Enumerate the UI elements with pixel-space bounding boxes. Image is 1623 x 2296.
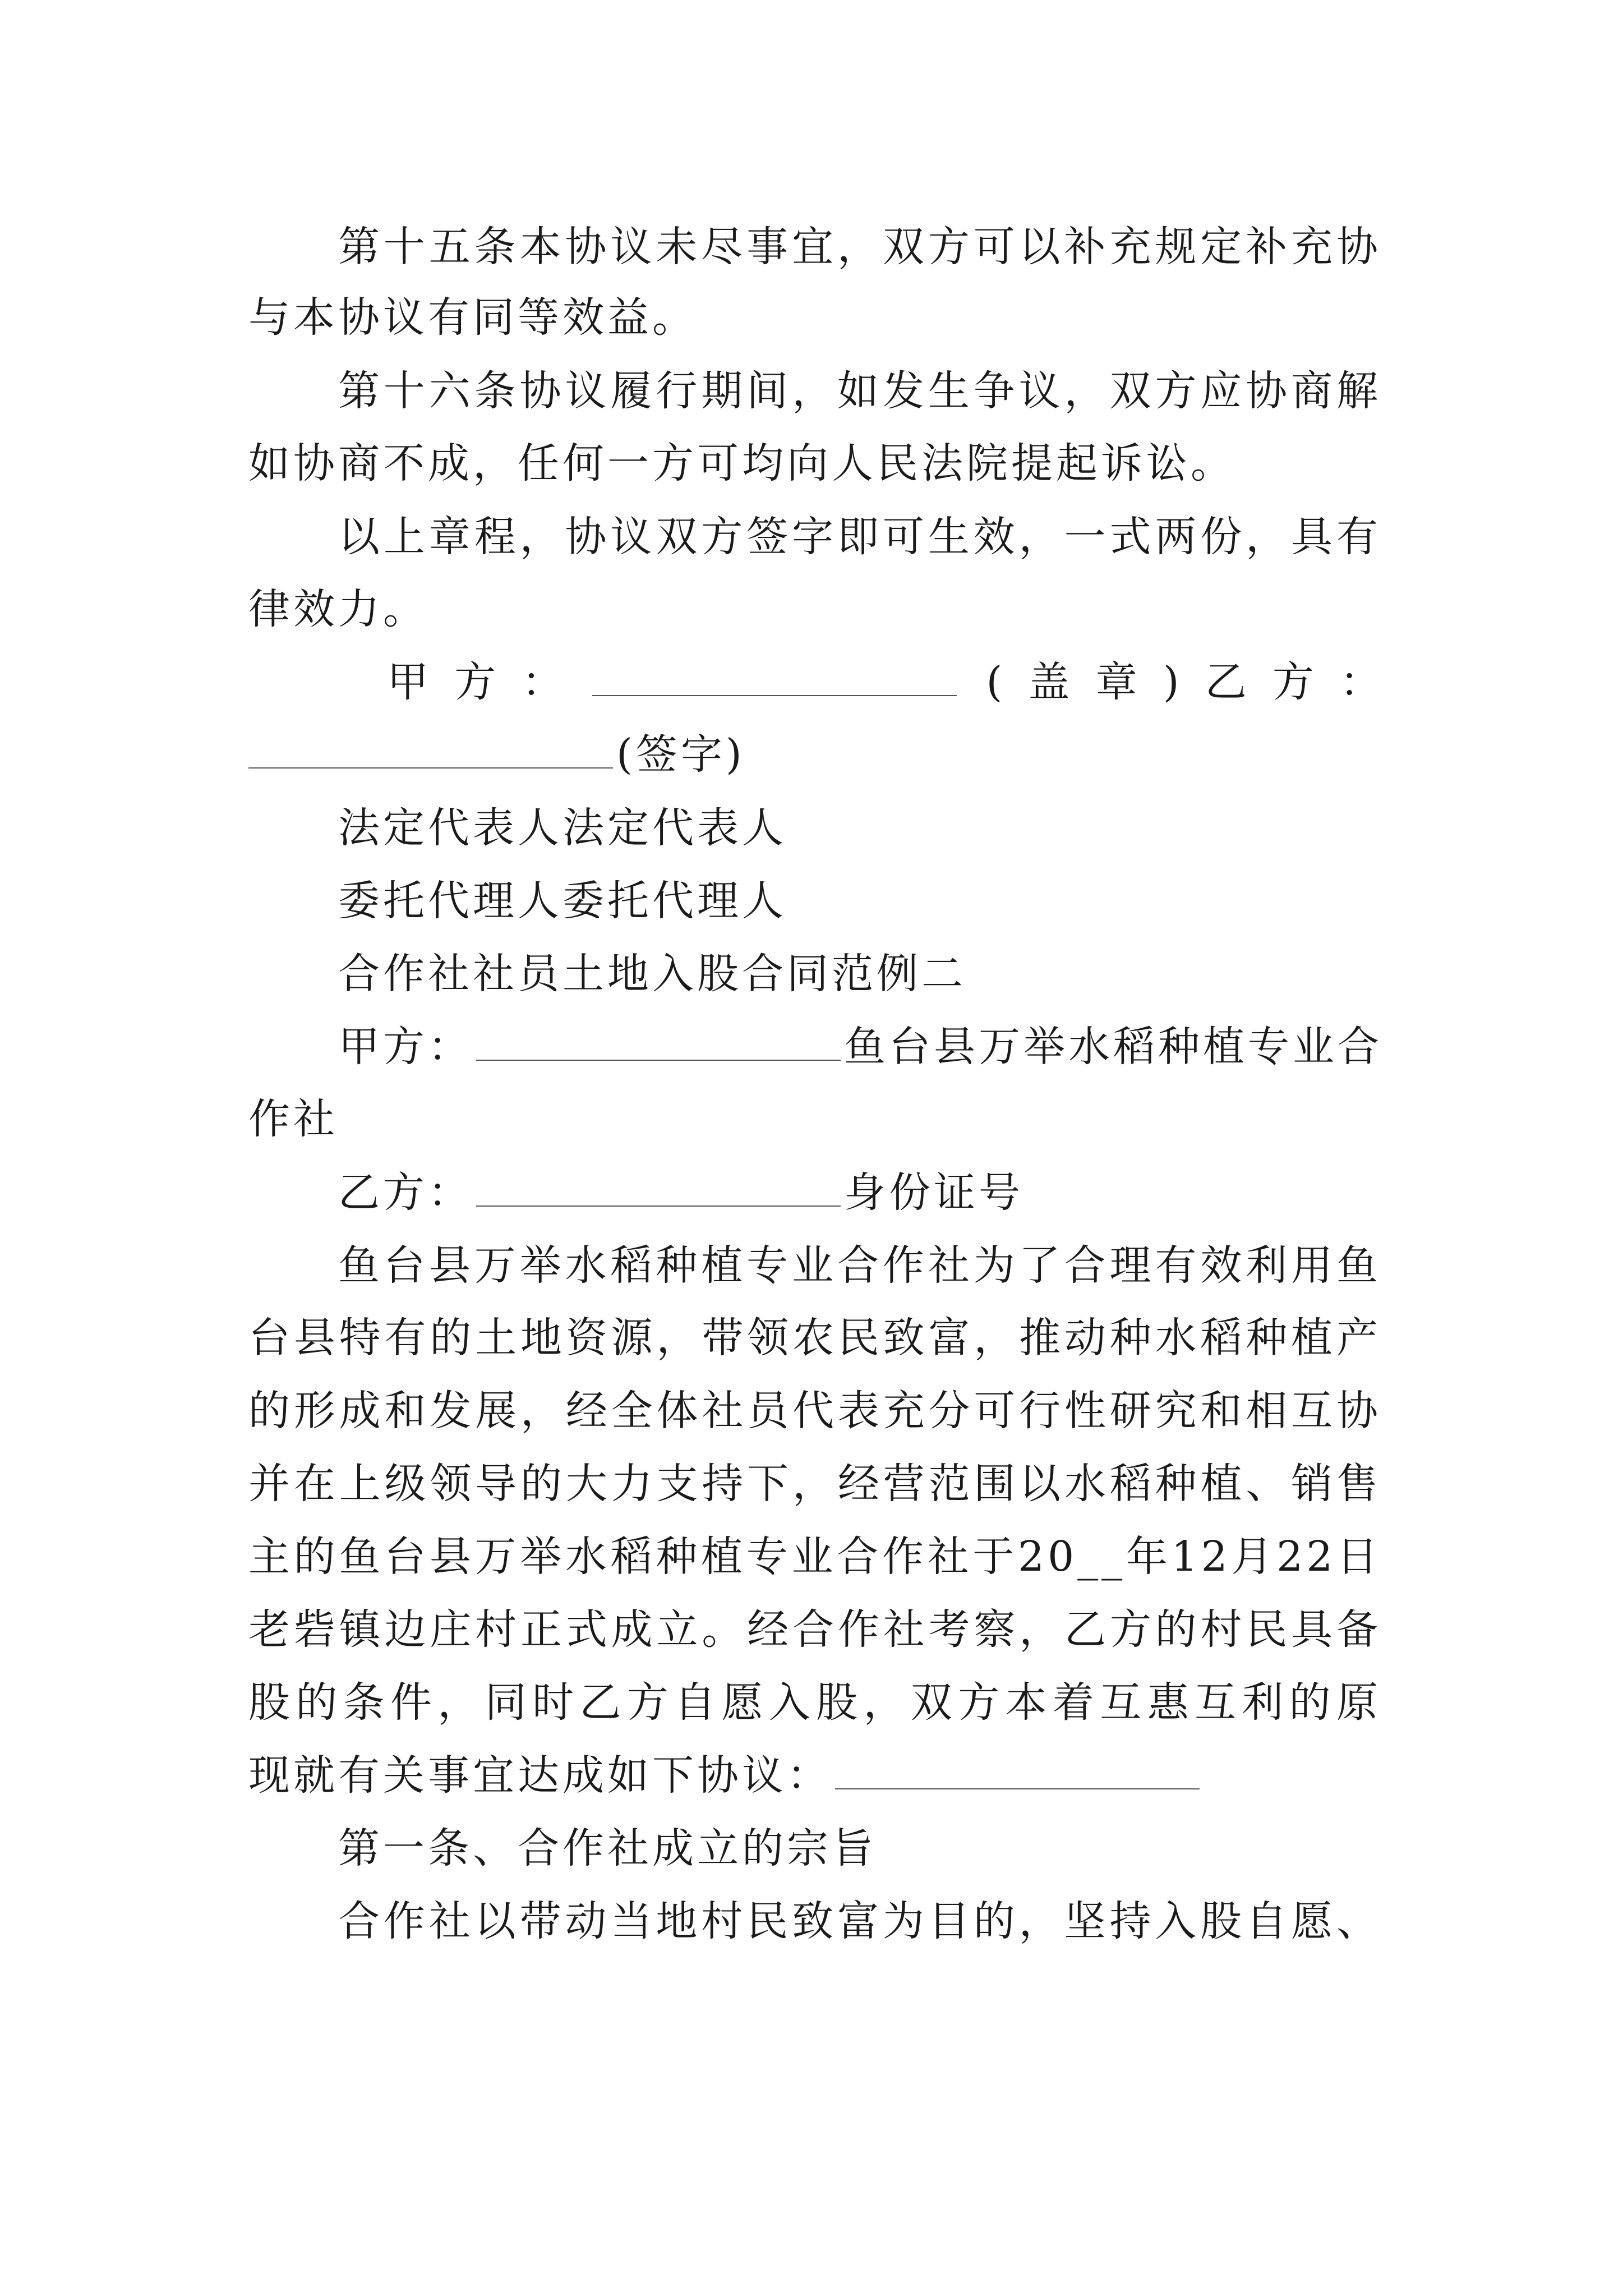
- paragraph-line: 以上章程，协议双方签字即可生效，一式两份，具有: [338, 513, 1381, 561]
- party-b-label: 乙方：: [338, 1168, 473, 1217]
- paragraph-line: 法定代表人法定代表人: [338, 804, 787, 852]
- article-heading: 第一条、合作社成立的宗旨: [338, 1824, 877, 1872]
- agreement-intro: 现就有关事宜达成如下协议：: [248, 1751, 832, 1800]
- paragraph-line: 如协商不成，任何一方可均向人民法院提起诉讼。: [248, 439, 1235, 487]
- paragraph-line: 鱼台县万举水稻种植专业合作社为了合理有效利用鱼: [338, 1241, 1381, 1290]
- party-b-line: [338, 1166, 1381, 1220]
- signature-blank: [248, 728, 613, 769]
- sig-char: ): [1163, 658, 1179, 706]
- sig-char: 方: [454, 658, 496, 706]
- section-title: 合作社社员土地入股合同范例二: [338, 950, 966, 998]
- signature-row: [387, 655, 1381, 709]
- paragraph-line: 台县特有的土地资源，带领农民致富，推动种水稻种植产: [248, 1314, 1381, 1362]
- signature-line-b: [248, 728, 1381, 781]
- sig-char: ：: [522, 658, 564, 706]
- sig-char: 乙: [1205, 658, 1247, 706]
- paragraph-line: 第十六条协议履行期间，如发生争议，双方应协商解: [338, 367, 1381, 415]
- paragraph-line: 的形成和发展，经全体社员代表充分可行性研究和相互协: [248, 1387, 1381, 1435]
- paragraph-line: [248, 1749, 1381, 1802]
- agreement-blank: [835, 1749, 1200, 1789]
- paragraph-line: 第十五条本协议未尽事宜，双方可以补充规定补充协: [338, 223, 1381, 271]
- id-number-label: 身份证号: [844, 1168, 1023, 1217]
- paragraph-line: 主的鱼台县万举水稻种植专业合作社于20__年12月22日: [248, 1533, 1381, 1581]
- paragraph-line: 律效力。: [248, 585, 428, 633]
- sig-char: (: [986, 658, 1003, 706]
- sig-char: 甲: [387, 658, 428, 706]
- party-a-label: 甲方：: [338, 1023, 473, 1071]
- party-a-line: [338, 1020, 1381, 1074]
- sig-char: ：: [1340, 658, 1381, 706]
- paragraph-line: 作社: [248, 1095, 338, 1143]
- party-a-name: 鱼台县万举水稻种植专业合: [844, 1023, 1382, 1071]
- sig-char: 盖: [1028, 658, 1070, 706]
- paragraph-line: 委托代理人委托代理人: [338, 877, 787, 925]
- party-b-blank: [476, 1166, 841, 1207]
- paragraph-line: 老砦镇边庄村正式成立。经合作社考察，乙方的村民具备: [248, 1605, 1381, 1654]
- sign-label: (签字): [616, 730, 745, 779]
- sig-char: 方: [1272, 658, 1314, 706]
- paragraph-line: 合作社以带动当地村民致富为目的，坚持入股自愿、: [338, 1897, 1381, 1945]
- party-a-blank: [476, 1020, 841, 1061]
- paragraph-line: 股的条件，同时乙方自愿入股，双方本着互惠互利的原: [248, 1678, 1381, 1727]
- paragraph-line: 并在上级领导的大力支持下，经营范围以水稻种植、销售: [248, 1460, 1381, 1508]
- paragraph-line: 与本协议有同等效益。: [248, 293, 697, 342]
- signature-blank: [592, 656, 957, 696]
- sig-char: 章: [1095, 658, 1137, 706]
